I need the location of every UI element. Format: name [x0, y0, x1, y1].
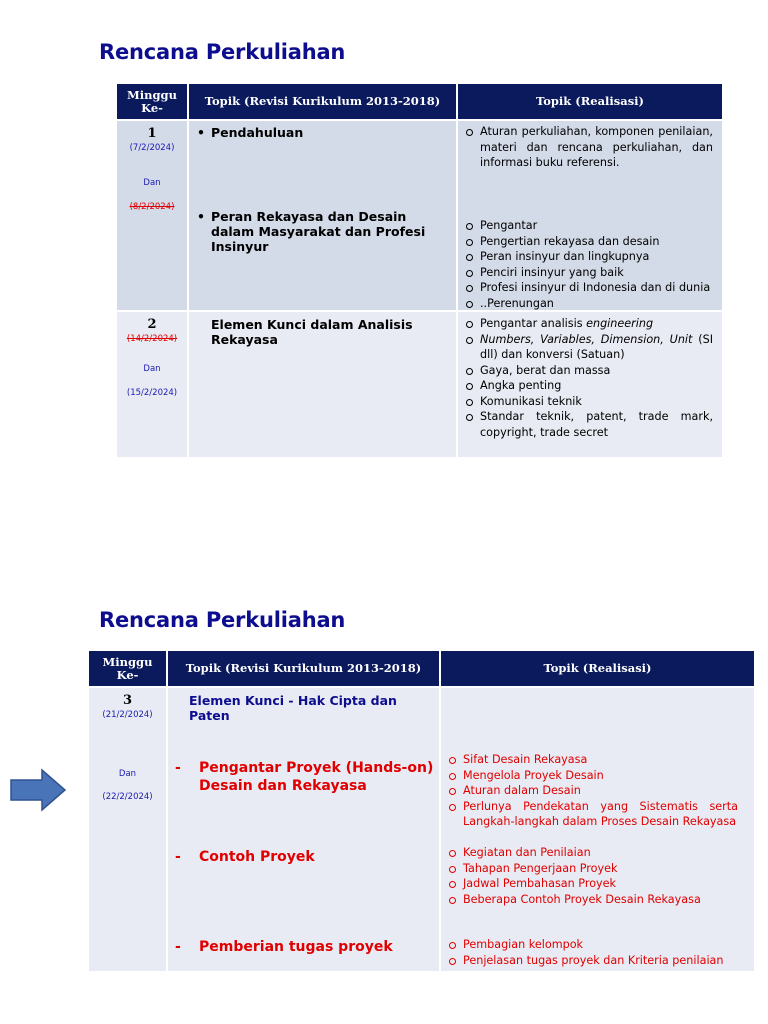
list-item: Aturan perkuliahan, komponen penilaian, materi dan rencana perkuliahan, dan informasi buku referensi. [465, 124, 713, 171]
topic-item: • Pendahuluan [197, 125, 304, 140]
week-date: (21/2/2024) [102, 710, 153, 720]
list-item: Sifat Desain Rekayasa [448, 752, 738, 768]
list-item: Gaya, berat dan massa [465, 363, 713, 379]
topic-item: - Contoh Proyek [175, 849, 315, 865]
topic-item: Elemen Kunci dalam Analisis Rekayasa [211, 317, 413, 347]
list-item: Mengelola Proyek Desain [448, 768, 738, 784]
list-item: ..Perenungan [465, 296, 717, 312]
table-row [117, 120, 722, 311]
list-item: Pengertian rekayasa dan desain [465, 234, 717, 250]
dash-marker: - [175, 939, 181, 955]
week-cell [89, 687, 167, 971]
topic-item: - Pengantar Proyek (Hands-on) Desain dan Rekayasa [175, 760, 434, 794]
topic-item: Elemen Kunci - Hak Cipta dan Paten [189, 693, 397, 723]
week-number: 1 [147, 126, 157, 141]
table-row [89, 687, 754, 971]
list-item: Profesi insinyur di Indonesia dan di dunia [465, 280, 717, 296]
week-date-struck: (8/2/2024) [129, 202, 175, 212]
list-item: Angka penting [465, 378, 713, 394]
slide1-table [117, 84, 722, 457]
realization-list [465, 124, 713, 171]
topic-cell [167, 687, 440, 971]
right-arrow-icon [10, 768, 66, 812]
list-item: Peran insinyur dan lingkupnya [465, 249, 717, 265]
week-dan: Dan [143, 178, 161, 188]
header-realization: Topik (Realisasi) [457, 84, 722, 120]
header-week: Minggu Ke- [89, 651, 167, 687]
week-cell [117, 120, 188, 311]
list-item: Pengantar [465, 218, 717, 234]
realization-list [465, 316, 713, 440]
header-realization: Topik (Realisasi) [440, 651, 754, 687]
list-item: Jadwal Pembahasan Proyek [448, 876, 738, 892]
list-item: Kegiatan dan Penilaian [448, 845, 738, 861]
week-date-struck: (14/2/2024) [126, 334, 178, 344]
realization-cell [440, 687, 754, 971]
header-topic: Topik (Revisi Kurikulum 2013-2018) [167, 651, 440, 687]
bullet-icon: • [197, 209, 205, 224]
list-item: Perlunya Pendekatan yang Sistematis serta Langkah-langkah dalam Proses Desain Rekayasa [448, 799, 738, 830]
header-week: Minggu Ke- [117, 84, 188, 120]
list-item: Beberapa Contoh Proyek Desain Rekayasa [448, 892, 738, 908]
realization-cell [457, 311, 722, 457]
list-item: Pengantar analisis engineering [465, 316, 713, 332]
week-dan: Dan [143, 364, 161, 374]
topic-item: • Peran Rekayasa dan Desain dalam Masyarakat dan Profesi Insinyur [197, 209, 426, 254]
dash-marker: - [175, 760, 181, 776]
week-dan: Dan [118, 769, 137, 779]
realization-list [448, 937, 743, 968]
list-item: Penciri insinyur yang baik [465, 265, 717, 281]
list-item: Komunikasi teknik [465, 394, 713, 410]
realization-cell [457, 120, 722, 311]
week-cell [117, 311, 188, 457]
realization-list [448, 752, 738, 830]
list-item: Tahapan Pengerjaan Proyek [448, 861, 738, 877]
slide1-title: Rencana Perkuliahan [99, 40, 346, 64]
slide2-table [89, 651, 754, 971]
bullet-icon: • [197, 125, 205, 140]
week-date: (15/2/2024) [126, 388, 178, 398]
week-date: (22/2/2024) [102, 792, 153, 802]
realization-list [448, 845, 738, 907]
topic-item: - Pemberian tugas proyek [175, 939, 393, 955]
week-date: (7/2/2024) [129, 143, 175, 153]
list-item: Numbers, Variables, Dimension, Unit (SI dll) dan konversi (Satuan) [465, 332, 713, 363]
topic-cell [188, 311, 457, 457]
realization-list [465, 218, 717, 311]
dash-marker: - [175, 849, 181, 865]
header-topic: Topik (Revisi Kurikulum 2013-2018) [188, 84, 457, 120]
slide2-title: Rencana Perkuliahan [99, 608, 346, 632]
list-item: Aturan dalam Desain [448, 783, 738, 799]
table-row [117, 311, 722, 457]
list-item: Standar teknik, patent, trade mark, copyright, trade secret [465, 409, 713, 440]
week-number: 2 [147, 317, 157, 332]
topic-cell [188, 120, 457, 311]
list-item: Pembagian kelompok [448, 937, 743, 953]
week-number: 3 [122, 693, 133, 708]
list-item: Penjelasan tugas proyek dan Kriteria penilaian [448, 953, 743, 969]
